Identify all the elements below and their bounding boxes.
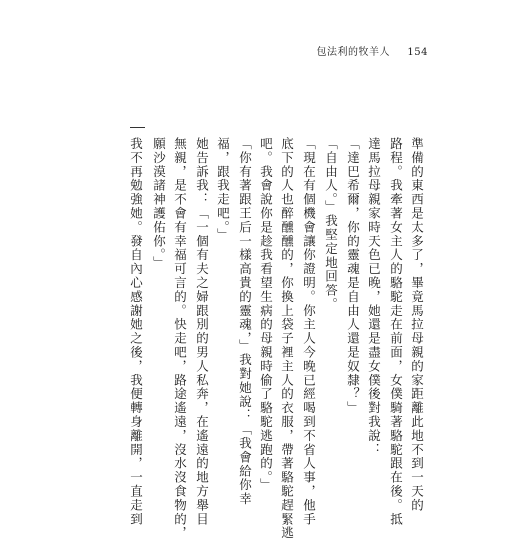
text-column: 她告訴我：「一個有夫之婦跟別的男人私奔，在遙遠的地方舉目 bbox=[194, 137, 210, 527]
book-title: 包法利的牧羊人 bbox=[316, 47, 391, 58]
text-column: 我不再勉強她。發自內心感謝她之後，我便轉身離開，一直走到 bbox=[128, 137, 144, 527]
text-column: 願沙漠諸神護佑你。」 bbox=[151, 137, 167, 270]
page-number: 154 bbox=[407, 47, 428, 58]
text-column: 底下的人也醉醺醺的，你換上袋子裡主人的衣服，帶著駱駝趕緊逃 bbox=[279, 137, 295, 540]
text-column: 達馬拉母親家時天色已晚，她還是盡女僕後對我說： bbox=[366, 137, 382, 457]
section-rule bbox=[130, 127, 145, 128]
text-column: 「自由人。」我堅定地回答。 bbox=[323, 137, 339, 312]
text-column: 福，跟我走吧。」 bbox=[215, 137, 231, 242]
text-column: 「你有著跟王后一樣高貴的靈魂，」我對她說：「我會給你幸 bbox=[237, 137, 253, 507]
running-header bbox=[317, 43, 428, 58]
text-column: 「達巴希爾，你的靈魂是自由人還是奴隸？」 bbox=[345, 137, 361, 415]
text-column: 「現在有個機會讓你證明。你主人今晚已經喝到不省人事，他手 bbox=[301, 137, 317, 527]
text-column: 吧。我會說你是趁我看望生病的母親時偷了駱駝逃跑的。」 bbox=[258, 137, 274, 493]
text-column: 準備的東西是太多了，畢竟馬拉母親的家距離此地不到一天的 bbox=[409, 137, 425, 513]
text-column: 無親，是不會有幸福可言的。快走吧，路途遙遠，沒水沒食物的， bbox=[172, 137, 188, 540]
text-column: 路程。我牽著女主人的駱駝走在前面，女僕騎著駱駝跟在後。抵 bbox=[388, 137, 404, 527]
